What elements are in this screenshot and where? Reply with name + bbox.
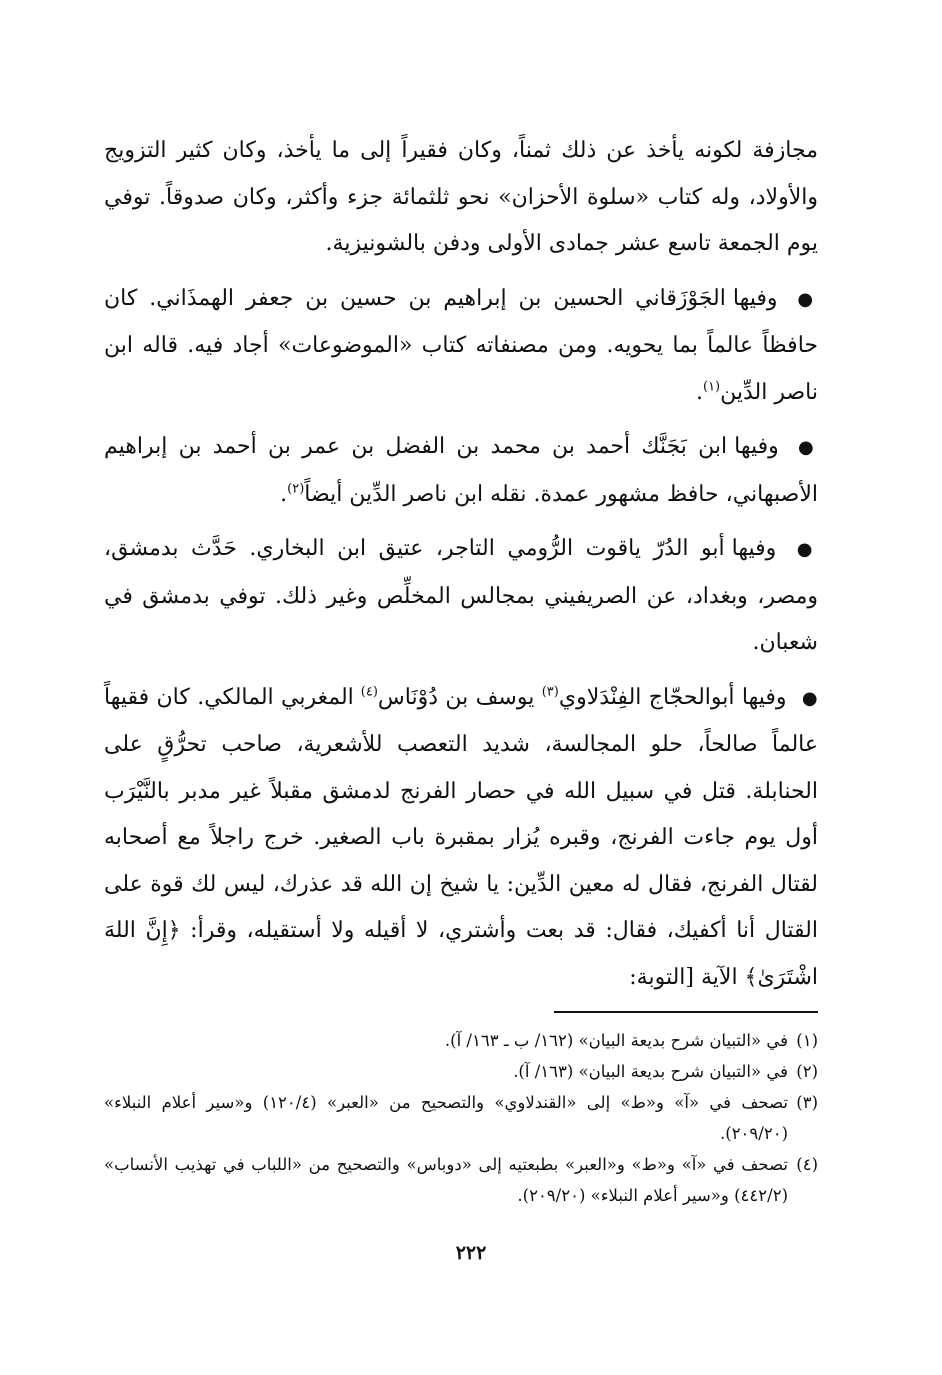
page-number: ٢٢٢	[455, 1242, 487, 1264]
paragraph-text-continued: يوسف بن دُوْنَاس	[377, 684, 542, 710]
paragraph-3	[104, 424, 818, 518]
footnote-text: في «التبيان شرح بديعة البيان» (١٦٣/ آ).	[513, 1062, 788, 1081]
footnote-3	[104, 1087, 818, 1149]
footnote-number: (١)	[796, 1031, 818, 1050]
footnote-2	[104, 1056, 818, 1087]
footnote-number: (٣)	[796, 1093, 818, 1112]
footnote-1	[104, 1025, 818, 1056]
footnote-text: في «التبيان شرح بديعة البيان» (١٦٢/ ب ـ ١٦٣/ آ).	[444, 1031, 788, 1050]
footnote-ref-4[interactable]: (٤)	[360, 684, 378, 700]
footnote-ref-2[interactable]: (٢)	[287, 481, 305, 497]
paragraph-5	[104, 675, 818, 1002]
paragraph-tail: المغربي المالكي. كان فقيهاً عالماً صالحاً، حلو المجالسة، شديد التعصب للأشعرية، صاحب تحرُّقٍ على الحنابلة. قتل في سبيل الله في حصار الفرنج لدمشق مقبلاً غير مدبر بالنَّيْرَب أول يوم جاءت الفرنج، وقبره يُزار بمقبرة باب الصغير. خرج راجلاً مع أصحابه لقتال الفرنج، فقال له معين الدِّين: يا شيخ إن الله قد عذرك، ليس لك قوة على القتال أنا أكفيك، فقال: قد بعت وأشتري، لا أقيله ولا أستقيله، وقرأ: ﴿إِنَّ اللهَ اشْتَرَىٰ﴾ الآية [التوبة:	[104, 684, 818, 990]
paragraph-text: وفيها ابن بَجَنَّك أحمد بن محمد بن الفضل بن عمر بن أحمد بن إبراهيم الأصبهاني، حافظ مشهور عمدة. نقله ابن ناصر الدِّين أيضاً	[104, 434, 818, 507]
main-text	[104, 128, 818, 1001]
paragraph-text: مجازفة لكونه يأخذ عن ذلك ثمناً، وكان فقيراً إلى ما يأخذ، وكان كثير التزويج والأولاد، وله كتاب «سلوة الأحزان» نحو ثلثمائة جزء وأكثر، وكان صدوقاً. توفي يوم الجمعة تاسع عشر جمادى الأولى ودفن بالشونيزية.	[104, 138, 819, 256]
footnote-number: (٤)	[796, 1155, 818, 1174]
bullet-icon: ●	[797, 288, 818, 310]
paragraph-tail: .	[280, 481, 288, 507]
paragraph-tail: .	[695, 379, 703, 405]
paragraph-2	[104, 276, 818, 417]
bullet-icon: ●	[796, 539, 818, 560]
bullet-icon: ●	[798, 437, 818, 458]
paragraph-1	[104, 128, 818, 268]
paragraph-text: وفيها أبوالحجّاج الفِنْدَلاوي	[558, 684, 787, 710]
footnote-text: تصحف في «آ» و«ط» إلى «القندلاوي» والتصحيح من «العبر» (١٢٠/٤) و«سير أعلام النبلاء» (٢٠٩/٢٠).	[104, 1093, 788, 1143]
footnote-number: (٢)	[796, 1062, 818, 1081]
footnote-ref-3[interactable]: (٣)	[541, 684, 559, 700]
footnotes	[104, 1025, 818, 1211]
paragraph-text: وفيها الجَوْزَقاني الحسين بن إبراهيم بن حسين بن جعفر الهمذَاني. كان حافظاً عالماً بما يحويه. ومن مصنفاته كتاب «الموضوعات» أجاد فيه. قاله ابن ناصر الدِّين	[104, 285, 818, 405]
page-content	[104, 128, 818, 1328]
footnote-ref-1[interactable]: (١)	[702, 379, 721, 395]
footnote-divider	[554, 1011, 818, 1013]
footnote-text: تصحف في «آ» و«ط» و«العبر» بطبعتيه إلى «دوباس» والتصحيح من «اللباب في تهذيب الأنساب» (٤٤٢/٢) و«سير أعلام النبلاء» (٢٠٩/٢٠).	[104, 1155, 788, 1205]
footnote-4	[104, 1149, 818, 1211]
paragraph-text: وفيها أبو الدُرّ ياقوت الرُّومي التاجر، عتيق ابن البخاري. حَدَّث بدمشق، ومصر، وبغداد، عن الصريفيني بمجالس المخلِّص وغير ذلك. توفي بدمشق في شعبان.	[104, 536, 818, 655]
paragraph-4	[104, 526, 818, 667]
bullet-icon: ●	[801, 687, 818, 709]
